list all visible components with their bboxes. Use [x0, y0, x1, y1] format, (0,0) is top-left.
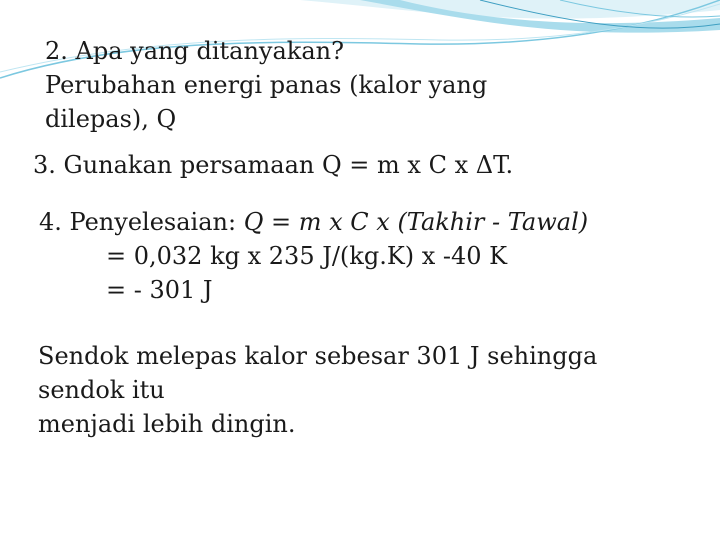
question-2-answer-line-2: dilepas), Q [45, 105, 177, 133]
solution-step-2: = - 301 J [106, 276, 213, 304]
solution-formula: Q = m x C x (Takhir - Tawal) [243, 208, 589, 236]
question-2-heading: 2. Apa yang ditanyakan? [45, 37, 344, 65]
step-3-equation: 3. Gunakan persamaan Q = m x C x ΔT. [33, 151, 514, 179]
step-4-solution-heading [39, 207, 588, 237]
conclusion-line-2: sendok itu [38, 376, 165, 404]
conclusion-line-1: Sendok melepas kalor sebesar 301 J sehingga [38, 342, 598, 370]
solution-step-1: = 0,032 kg x 235 J/(kg.K) x -40 K [106, 242, 508, 270]
question-2-answer-line-1: Perubahan energi panas (kalor yang [45, 71, 488, 99]
solution-label: 4. Penyelesaian: [39, 208, 244, 236]
conclusion-line-3: menjadi lebih dingin. [38, 410, 296, 438]
